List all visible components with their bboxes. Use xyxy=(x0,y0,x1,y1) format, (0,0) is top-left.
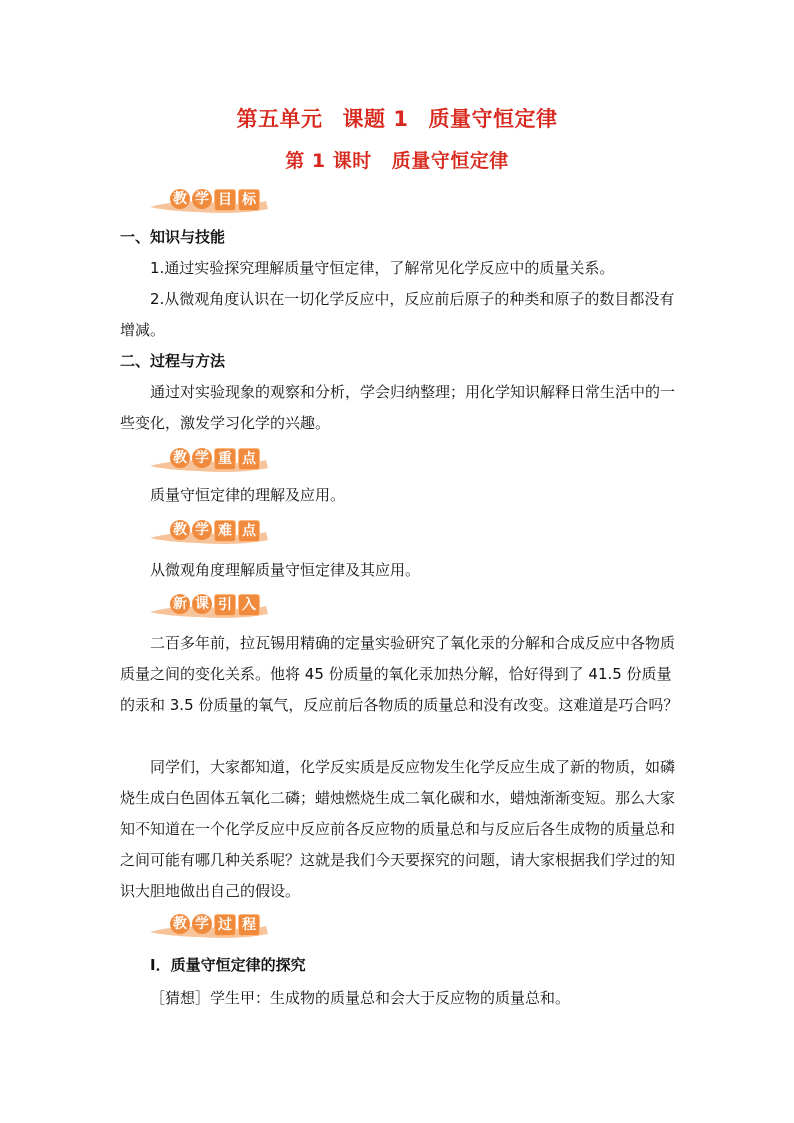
badge-char: 学 xyxy=(192,189,212,209)
period-title xyxy=(0,146,794,173)
goal-paragraph-2: 2.从微观角度认识在一切化学反应中，反应前后原子的种类和原子的数目都没有增减。 xyxy=(120,290,675,339)
unit-title xyxy=(0,103,794,133)
badge-char: 课 xyxy=(192,594,212,614)
badge-char: 重 xyxy=(214,448,236,470)
difficulties-text: 从微观角度理解质量守恒定律及其应用。 xyxy=(150,561,421,579)
section-heading-methods: 二、过程与方法 xyxy=(120,352,226,370)
badge-char: 学 xyxy=(192,520,212,540)
badge-char: 学 xyxy=(192,448,212,468)
badge-char: 标 xyxy=(238,189,260,211)
period-label: 第 1 课时 xyxy=(285,150,372,172)
badge-char: 过 xyxy=(214,914,236,936)
badge-char: 难 xyxy=(214,520,236,542)
topic-label: 质量守恒定律 xyxy=(428,107,558,131)
process-paragraph-1: ［猜想］学生甲：生成物的质量总和会大于反应物的质量总和。 xyxy=(150,989,571,1007)
key-points-text: 质量守恒定律的理解及应用。 xyxy=(150,486,346,504)
unit-label: 第五单元 xyxy=(236,107,323,131)
lesson-label: 课题 1 xyxy=(342,107,409,131)
section-heading-knowledge: 一、知识与技能 xyxy=(120,228,226,246)
badge-char: 学 xyxy=(192,914,212,934)
badge-char: 教 xyxy=(170,189,190,209)
intro-paragraph-2: 同学们，大家都知道，化学反实质是反应物发生化学反应生成了新的物质，如磷烧生成白色固体五氧化二磷；蜡烛燃烧生成二氧化碳和水，蜡烛渐渐变短。那么大家知不知道在一个化学反应中反应前各反应物的质量总和与反应后各生成物的质量总和之间可能有哪几种关系呢？这就是我们今天要探究的问题，请大家根据我们学过的知识大胆地做出自己的假设。 xyxy=(120,758,676,900)
badge-char: 引 xyxy=(214,594,236,616)
period-topic-label: 质量守恒定律 xyxy=(391,150,509,172)
badge-char: 点 xyxy=(238,520,260,542)
badge-char: 入 xyxy=(238,594,260,616)
badge-char: 教 xyxy=(170,448,190,468)
badge-key-points xyxy=(148,446,278,474)
badge-char: 目 xyxy=(214,189,236,211)
goal-paragraph-3: 通过对实验现象的观察和分析，学会归纳整理；用化学知识解释日常生活中的一些变化，激发学习化学的兴趣。 xyxy=(120,383,676,432)
badge-char: 教 xyxy=(170,520,190,540)
badge-char: 点 xyxy=(238,448,260,470)
badge-teaching-process xyxy=(148,912,278,940)
intro-paragraph-1: 二百多年前，拉瓦锡用精确的定量实验研究了氧化汞的分解和合成反应中各物质质量之间的变化关系。他将 45 份质量的氧化汞加热分解，恰好得到了 41.5 份质量的汞和 3.5 份质量的氧气，反应前后各物质的质量总和没有改变。这难道是巧合吗？ xyxy=(120,634,679,714)
badge-char: 教 xyxy=(170,914,190,934)
badge-difficulties xyxy=(148,518,278,546)
badge-char: 程 xyxy=(238,914,260,936)
badge-new-lesson-intro xyxy=(148,592,278,620)
goal-paragraph-1: 1.通过实验探究理解质量守恒定律，了解常见化学反应中的质量关系。 xyxy=(150,259,615,277)
badge-teaching-goals xyxy=(148,187,278,215)
process-heading: Ⅰ．质量守恒定律的探究 xyxy=(150,956,306,974)
badge-char: 新 xyxy=(170,594,190,614)
